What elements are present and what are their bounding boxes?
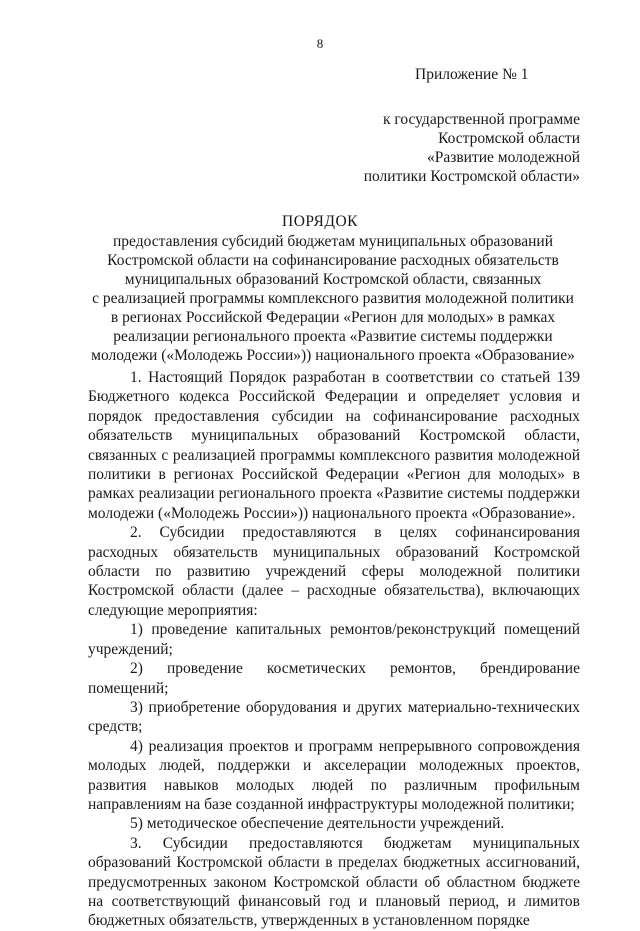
list-item-4: 4) реализация проектов и программ непрерывного сопровождения молодых людей, поддержки и акселерации молодежных проектов, развития навыков молодых людей по различным профильным направлениям на базе созданной инфраструктуры молодежной политики; [88,737,580,813]
document-body [88,368,580,931]
subtitle-line: Костромской области на софинансирование расходных обязательств [107,252,559,269]
paragraph-2: 2. Субсидии предоставляются в целях софинансирования расходных обязательств муниципальных образований Костромской области по развитию учреждений сферы молодежной политики Костромской области (далее – расходные обязательства), включающих следующие мероприятия: [88,524,580,619]
appendix-reference [355,110,580,186]
subtitle-line: молодежи («Молодежь России»)) национального проекта «Образование» [91,347,575,364]
page-number: 8 [316,36,324,51]
list-item-2: 2) проведение косметических ремонтов, брендирование помещений; [88,660,580,697]
list-item-3: 3) приобретение оборудования и других материально-технических средств; [88,698,580,736]
list-item-5: 5) методическое обеспечение деятельности учреждений. [130,815,505,833]
appendix-line: «Развитие молодежной [426,149,580,166]
subtitle-line: предоставления субсидий бюджетам муниципальных образований [112,233,553,250]
subtitle-line: с реализацией программы комплексного развития молодежной политики [92,290,574,307]
document-subtitle [88,232,578,365]
paragraph-3: 3. Субсидии предоставляются бюджетам муниципальных образований Костромской области в пределах бюджетных ассигнований, предусмотренных законом Костромской области об областном бюджете на соответствующий финансовый год и плановый период, и лимитов бюджетных обязательств, утвержденных в установленном порядке [88,834,580,930]
appendix-line: политики Костромской области» [363,168,580,185]
appendix-title: Приложение № 1 [415,66,529,83]
document-title: ПОРЯДОК [282,213,358,230]
subtitle-line: муниципальных образований Костромской области, связанных [124,271,542,288]
appendix-line: Костромской области [438,130,580,147]
subtitle-line: реализации регионального проекта «Развитие системы поддержки [113,328,553,345]
subtitle-line: в регионах Российской Федерации «Регион для молодых» в рамках [110,309,556,326]
paragraph-1: 1. Настоящий Порядок разработан в соответствии со статьей 139 Бюджетного кодекса Российской Федерации и определяет условия и порядок предоставления субсидии на софинансирование расходных обязательств муниципальных образований Костромской области, связанных с реализацией программы комплексного развития молодежной политики в регионах Российской Федерации «Регион для молодых» в рамках реализации регионального проекта «Развитие системы поддержки молодежи («Молодежь России»)) национального проекта «Образование». [88,369,580,522]
list-item-1: 1) проведение капитальных ремонтов/реконструкций помещений учреждений; [88,621,580,658]
appendix-line: к государственной программе [382,111,580,128]
